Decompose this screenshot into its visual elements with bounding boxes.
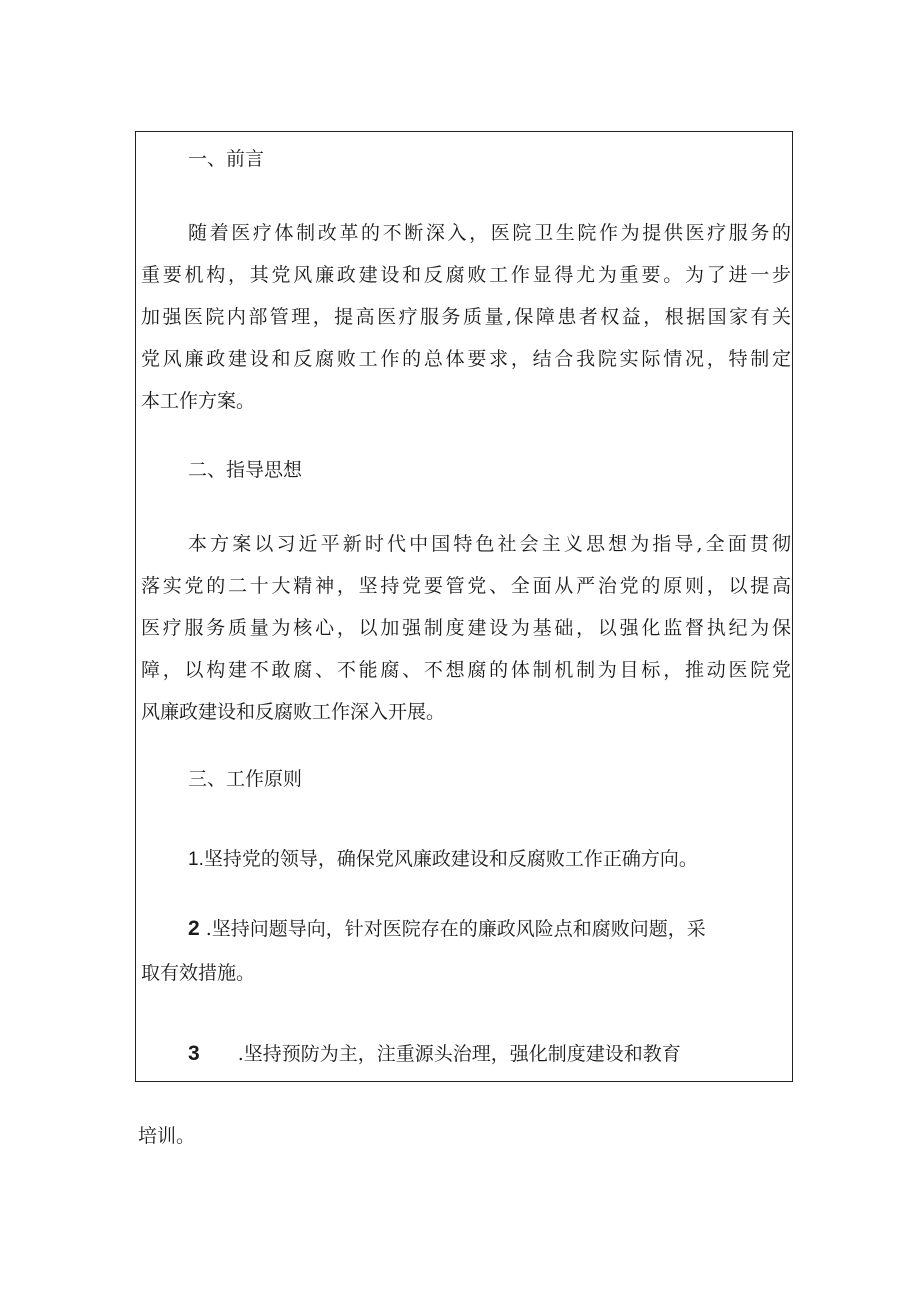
paragraph-line: 重要机构，其党风廉政建设和反腐败工作显得尤为重要。为了进一步: [141, 264, 791, 286]
principle-text: .坚持预防为主，注重源头治理，强化制度建设和教育: [237, 1043, 681, 1065]
paragraph-line: 党风廉政建设和反腐败工作的总体要求，结合我院实际情况，特制定: [141, 348, 791, 370]
paragraph-line: 医疗服务质量为核心，以加强制度建设为基础，以强化监督执纪为保: [141, 617, 791, 639]
section-heading-guiding-ideology: 二、指导思想: [188, 459, 303, 481]
paragraph-line: 随着医疗体制改革的不断深入，医院卫生院作为提供医疗服务的: [188, 222, 791, 244]
principle-number: 3: [188, 1042, 200, 1065]
paragraph-line: 本方案以习近平新时代中国特色社会主义思想为指导,全面贯彻: [188, 533, 791, 555]
section-heading-preface: 一、前言: [188, 148, 265, 170]
paragraph-line: 取有效措施。: [141, 962, 256, 984]
paragraph-line: 风廉政建设和反腐败工作深入开展。: [141, 701, 446, 723]
principle-item-1: [188, 848, 698, 871]
paragraph-line: 加强医院内部管理，提高医疗服务质量,保障患者权益，根据国家有关: [141, 306, 791, 328]
principle-text: .坚持问题导向，针对医院存在的廉政风险点和腐败问题，采: [205, 918, 706, 940]
paragraph-line: 障，以构建不敢腐、不能腐、不想腐的体制机制为目标，推动医院党: [141, 659, 791, 681]
principle-text: 坚持党的领导，确保党风廉政建设和反腐败工作正确方向。: [203, 848, 698, 870]
paragraph-line: 本工作方案。: [141, 390, 256, 412]
section-heading-work-principles: 三、工作原则: [188, 768, 303, 790]
principle-item-3: [188, 1043, 681, 1065]
overflow-text: 培训。: [138, 1125, 196, 1147]
principle-number: 1.: [188, 849, 204, 870]
paragraph-line: 落实党的二十大精神，坚持党要管党、全面从严治党的原则，以提高: [141, 575, 791, 597]
principle-item-2: [188, 918, 706, 940]
principle-number: 2: [188, 917, 200, 940]
